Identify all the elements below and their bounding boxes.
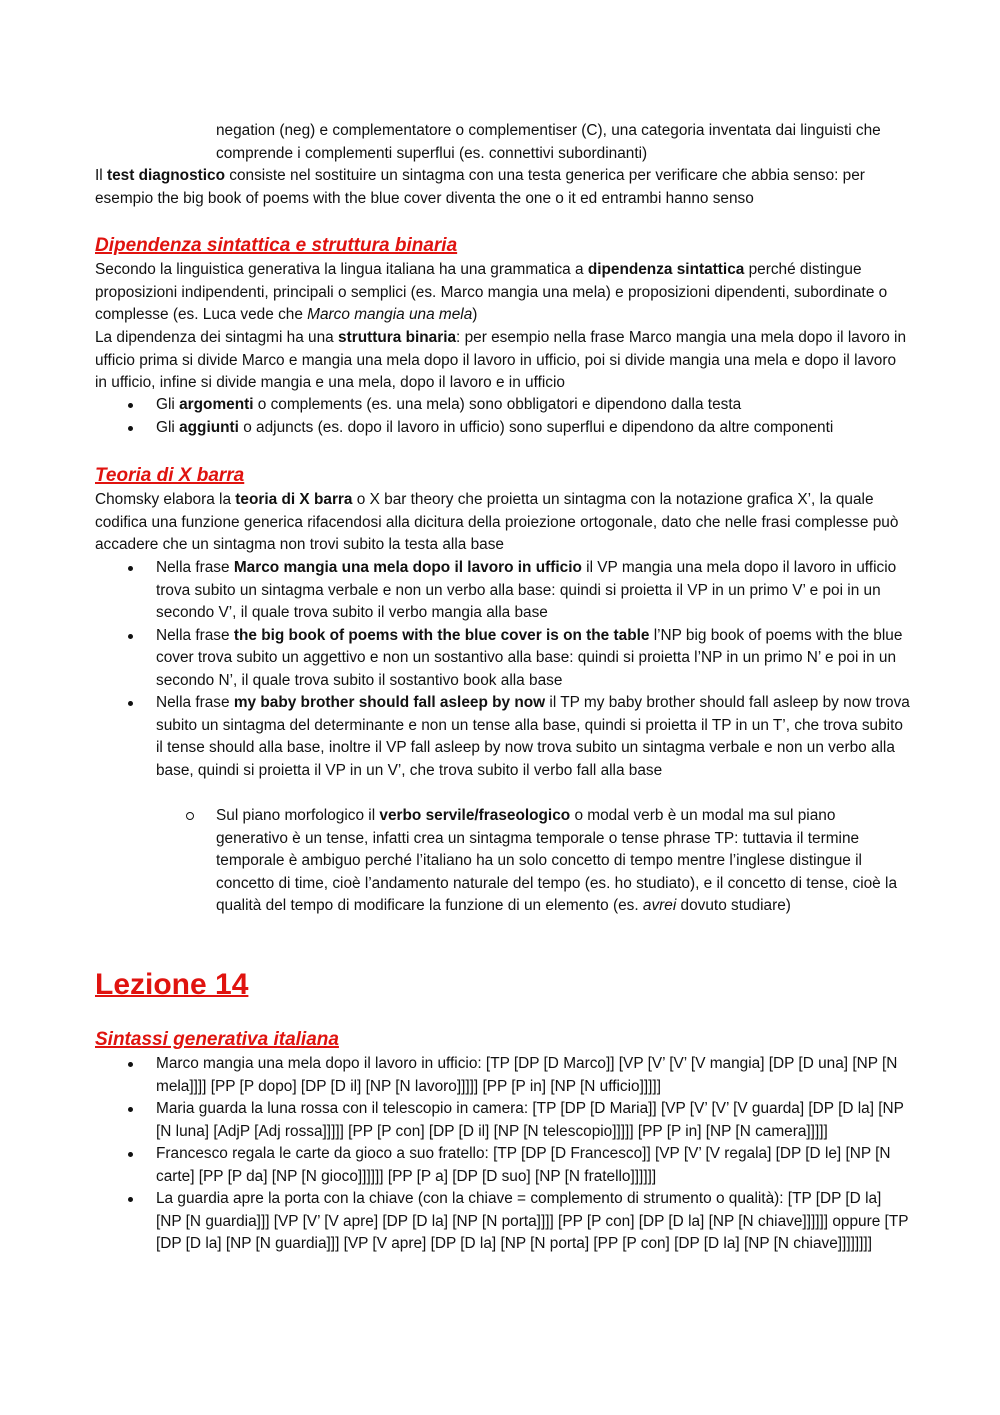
bullet-icon [128,426,133,431]
bold-term: aggiunti [179,418,239,436]
list-item [95,1143,910,1188]
text-span: Maria guarda la luna rossa con il telescopio in camera: [TP [DP [D Maria]] [VP [V’ [V’ [V guarda] [DP [D la] [NP [N luna] [AdjP [Adj rossa]]]]] [PP [P con] [DP [D il] [NP [N telescopio]]]]] [PP [P in] [NP [N camera]]]]] [156,1100,904,1140]
dipendenza-paragraph-2 [95,327,910,395]
section-heading-x-barra: Teoria di X barra [95,465,245,486]
text-span: La dipendenza dei sintagmi ha una [95,329,339,346]
lesson-title: Lezione 14 [95,968,249,1001]
bold-term: test diagnostico [106,167,225,184]
dipendenza-bullet-list [95,394,910,439]
text-span: Secondo la linguistica generativa la lingua italiana ha una grammatica a [95,261,588,278]
text-span: Nella frase [156,626,234,644]
bullet-icon [128,566,133,571]
italic-text: avrei [642,897,677,914]
list-item [95,1098,910,1143]
intro-indented-text [216,120,896,165]
text-span: Chomsky elabora la [95,491,236,508]
list-item [95,417,910,440]
x-barra-bullet-list [95,557,910,782]
sintassi-bullet-list [95,1053,910,1256]
text-span: Nella frase [156,559,234,576]
text-span: Francesco regala le carte da gioco a suo fratello: [TP [DP [D Francesco]] [VP [V’ [V regala] [DP [D le] [NP [N carte] [PP [P da] [NP [N gioco]]]]]] [PP [P a] [DP [D suo] [NP [N fratello]]]]]] [156,1145,891,1185]
text-span: Sul piano morfologico il [216,807,380,824]
section-heading-dipendenza: Dipendenza sintattica e struttura binaria [95,235,458,256]
text-span: perché distingue proposizioni indipendenti, principali o semplici (es. Marco mangia una mela) e proposizioni dipendenti, subordinate o complesse (es. Luca vede che [95,261,888,323]
text-span: dovuto studiare) [676,897,791,914]
text-span: consiste nel sostituire un sintagma con una testa generica per verificare che abbia senso: per esempio the big book of poems with the blue cover diventa the one o it ed entrambi hanno senso [95,167,865,207]
text-span: o adjuncts (es. dopo il lavoro in ufficio) sono superflui e dipendono da altre componenti [238,418,834,436]
list-item [95,557,910,625]
text-span: il VP mangia una mela dopo il lavoro in ufficio trova subito un sintagma verbale e non un verbo alla base: quindi si proietta il VP in un primo V’ e poi in un secondo V’, il quale trova subito il verbo mangia alla base [156,559,897,621]
list-item [95,625,910,693]
text-span: Gli [156,418,180,436]
bold-term: teoria di X barra [235,491,353,508]
text-span: il TP my baby brother should fall asleep by now trova subito un sintagma del determinante e non un tense alla base, quindi si proietta il TP in un T’, che trova subito il tense should alla base, inoltre il VP fall asleep by now trova subito un sintagma verbale e non un verbo alla base, quindi si proietta il VP in un V’, che trova subito il verbo fall alla base [156,694,910,779]
text-span: o complements (es. una mela) sono obbligatori e dipendono dalla testa [253,396,742,413]
hollow-bullet-icon [186,812,194,820]
text-span: Gli [156,396,180,413]
text-span: o modal verb è un modal ma sul piano generativo è un tense, infatti crea un sintagma temporale o tense phrase TP: tuttavia il termine temporale è ambiguo perché l’italiano ha un solo concetto di tempo mentre l’inglese distingue il concetto di time, cioè l’andamento naturale del tempo (es. ho studiato), e il concetto di tense, cioè la qualità del tempo di modificare la funzione di un elemento (es. [216,807,897,914]
bullet-icon [128,1062,133,1067]
list-item [95,394,910,417]
bold-term: my baby brother should fall asleep by now [233,694,546,711]
text-span: Marco mangia una mela dopo il lavoro in ufficio: [TP [DP [D Marco]] [VP [V’ [V’ [V mangia] [DP [D una] [NP [N mela]]]] [PP [P dopo] [DP [D il] [NP [N lavoro]]]]] [PP [P in] [NP [N ufficio]]]]] [156,1055,898,1095]
text-span: Nella frase [156,694,234,711]
bullet-icon [128,1107,133,1112]
text-span: o X bar theory che proietta un sintagma con la notazione grafica X’, la quale codifica una funzione generica rifacendosi alla dicitura della proiezione ortogonale, dato che nelle frasi complesse può accadere che un sintagma non trovi subito la testa alla base [95,491,899,553]
bold-term: the big book of poems with the blue cover is on the table [233,626,650,644]
x-barra-paragraph [95,489,910,557]
bullet-icon [128,1152,133,1157]
bullet-icon [128,701,133,706]
test-diagnostico-paragraph [95,165,910,210]
list-item [95,1188,910,1256]
text-span: ) [472,306,478,323]
list-item [95,1053,910,1098]
bold-term: struttura binaria [338,329,457,346]
text-span: : per esempio nella frase Marco mangia una mela dopo il lavoro in ufficio prima si divide Marco e mangia una mela dopo il lavoro in ufficio, poi si divide mangia una mela e dopo il lavoro in ufficio, infine si divide mangia e una mela, dopo il lavoro e in ufficio [95,329,907,391]
section-heading-sintassi: Sintassi generativa italiana [95,1029,339,1050]
bullet-icon [128,403,133,408]
dipendenza-paragraph-1 [95,259,910,327]
italic-text: Marco mangia una mela [307,306,473,323]
text-span: Il [95,167,107,184]
bullet-icon [128,1197,133,1202]
intro-indented-span: negation (neg) e complementatore o complementiser (C), una categoria inventata dai linguisti che comprende i complementi superflui (es. connettivi subordinanti) [216,122,881,162]
bold-term: dipendenza sintattica [587,261,745,278]
text-span: l’NP big book of poems with the blue cover trova subito un aggettivo e non un sostantivo alla base: quindi si proietta l’NP in un primo N’ e poi in un secondo N’, il quale trova subito il sostantivo book alla base [156,626,903,689]
modal-verb-subitem [216,805,906,918]
list-item [95,692,910,782]
bold-term: Marco mangia una mela dopo il lavoro in ufficio [233,559,582,576]
bold-term: argomenti [179,396,254,413]
bullet-icon [128,634,133,639]
bold-term: verbo servile/fraseologico [379,807,571,824]
text-span: La guardia apre la porta con la chiave (con la chiave = complemento di strumento o qualità): [TP [DP [D la] [NP [N guardia]]] [VP [V’ [V apre] [DP [D la] [NP [N porta]]]] [PP [P con] [DP [D la] [NP [N chiave]]]]]] oppure [TP [DP [D la] [NP [N guardia]]] [VP [V apre] [DP [D la] [NP [N porta] [PP [P con] [DP [D la] [NP [N chiave]]]]]]]] [156,1190,909,1252]
